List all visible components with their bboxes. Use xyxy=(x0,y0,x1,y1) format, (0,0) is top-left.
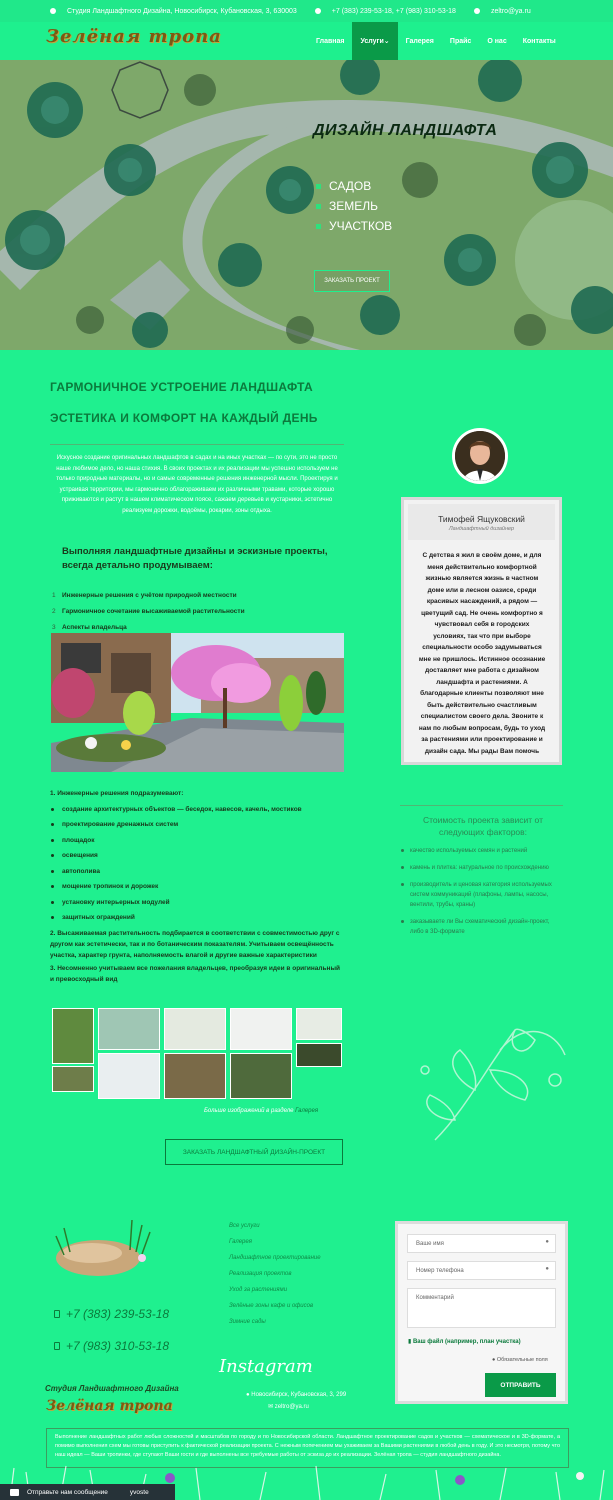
main-nav xyxy=(308,22,564,60)
designer-card xyxy=(401,497,562,765)
designer-name: Тимофей Ящуковский xyxy=(438,514,525,524)
footer-link[interactable]: Галерея xyxy=(229,1239,252,1245)
gallery-link[interactable]: Галерея xyxy=(295,1108,319,1114)
list-item: защитных ограждений xyxy=(50,910,345,926)
list-item: автополива xyxy=(50,864,345,880)
seo-text: Выполнение ландшафтных работ любых сложностей и масштабов по городу и по Новосибирской области. Ландшафтное проектирование садов и участков — схематическое и в 3D-формате, а помимо выполнения схем мы готовы приступить к фактической реализации проекта. С нежным попечением мы ухаживаем за Вашими растениями в любой день в году. И это несмотря, потому что наш идеал — Ваши тропинки, где ступают Ваши гости и где выполнены все требуемые работы от эскиза до их реализации. Зелёная тропа — студия ландшафтного дизайна. xyxy=(46,1428,569,1468)
file-upload[interactable]: ▮ Ваш файл (например, план участка) xyxy=(408,1339,521,1345)
list-item: создание архитектурных объектов — беседок, навесов, качель, мостиков xyxy=(50,802,345,818)
intro-text: Искусное создание оригинальных ландшафтов в садах и на иных участках — по сути, это не просто наше любимое дело, но наша стихия. В своих проектах и их реализации мы успешно используем не только природные материалы, но и самые современные решения инженерной мысли. Проектируя и устраивая территории, мы гармонично облагораживаем их различными травами, которые хорошо приживаются и растут в нашем климатическом поясе, сажаем деревьев и кустарники, эстетично реализуем дорожки, водоёмы, рокарии, зоны отдыха. xyxy=(56,455,338,514)
footer-logo[interactable]: Зелёная тропа xyxy=(46,1398,173,1414)
list-item: качество используемых семян и растений xyxy=(400,846,564,856)
order-design-button[interactable]: ЗАКАЗАТЬ ЛАНДШАФТНЫЙ ДИЗАЙН-ПРОЕКТ xyxy=(165,1139,343,1165)
nav-price[interactable]: Прайс xyxy=(449,37,472,45)
footer-address: ● Новосибирск, Кубановская, 3, 299 xyxy=(246,1392,347,1398)
nav-contacts[interactable]: Контакты xyxy=(522,37,556,45)
required-icon: ● xyxy=(492,1357,497,1363)
hero-list xyxy=(316,176,392,236)
nav-services[interactable]: Услуги ⌄ xyxy=(352,22,397,60)
engineering-title: 1. Инженерные решения подразумевают: xyxy=(50,790,184,797)
footer-link[interactable]: Уход за растениями xyxy=(229,1287,288,1293)
designer-role: Ландшафтный дизайнер xyxy=(448,526,515,532)
designer-quote: С детства я жил в своём доме, и для меня действительно комфортной жизнью является жизнь в частном доме или в лесном оазисе, среди красивых насаждений, а рядом — цветущий сад. Не очень комфортно я чувствовал себя в городских условиях, так что при выборе специальности особо задумываться мне не пришлось. Истинное осознание доставляет мне работа с дизайном ландшафта и растениями. А благодарные клиенты позволяют мне быть действительно счастливым специалистом своего дела. Звоните к нам по любым вопросам, будь то уход за растениями или проектирование и дизайн сада. Мы рады Вам помочь xyxy=(418,552,546,755)
leaf-decoration xyxy=(405,1010,580,1150)
list-item: установку интерьерных модулей xyxy=(50,895,345,911)
list-item: 2 Гармоничное сочетание высаживаемой растительности xyxy=(52,608,245,615)
location-icon xyxy=(50,8,56,14)
gallery-thumb[interactable] xyxy=(164,1053,226,1099)
footer-link[interactable]: Все услуги xyxy=(229,1223,260,1229)
garden-photo xyxy=(51,633,344,772)
footer-contacts xyxy=(246,1389,346,1413)
gallery-thumb[interactable] xyxy=(98,1053,160,1099)
gallery-thumb[interactable] xyxy=(230,1053,292,1099)
gallery-thumbnails xyxy=(52,1008,344,1104)
list-item: заказываете ли Вы схематический дизайн-проект, либо в 3D-формате xyxy=(400,917,564,937)
bullet-icon xyxy=(316,184,321,189)
contact-form xyxy=(395,1221,568,1404)
name-field[interactable]: Ваше имя ● xyxy=(407,1234,556,1253)
ordered-list xyxy=(52,588,245,636)
list-item: мощение тропинок и дорожек xyxy=(50,879,345,895)
gallery-thumb[interactable] xyxy=(296,1008,342,1040)
owners-paragraph: 3. Несомненно учитываем все пожелания владельцев, преобразуя идеи в оригинальный и превосходный вид xyxy=(50,964,341,983)
more-images-note: Больше изображений в разделе Галерея xyxy=(204,1108,319,1114)
topbar-email[interactable]: zeltro@ya.ru xyxy=(490,7,531,15)
footer-link[interactable]: Реализация проектов xyxy=(229,1271,292,1277)
phone-field[interactable]: Номер телефона ● xyxy=(407,1261,556,1280)
required-icon: ● xyxy=(545,1239,549,1245)
footer-studio-name: Студия Ландшафтного Дизайна xyxy=(45,1384,179,1393)
stone-decoration xyxy=(50,1210,160,1280)
mail-icon: ✉ xyxy=(268,1404,275,1410)
landscape-plan-illustration xyxy=(0,60,613,350)
nav-about[interactable]: О нас xyxy=(487,37,507,45)
divider xyxy=(400,805,563,806)
chevron-down-icon: ⌄ xyxy=(383,38,390,45)
nav-gallery[interactable]: Галерея xyxy=(405,37,434,45)
footer-phone-1[interactable]: +7 (383) 239-53-18 xyxy=(54,1307,169,1321)
chat-widget[interactable] xyxy=(0,1484,175,1500)
hero-order-button[interactable]: ЗАКАЗАТЬ ПРОЕКТ xyxy=(314,270,390,292)
required-note: ● Обязательные поля xyxy=(492,1357,548,1363)
list-item: камень и плитка: натуральное по происхождению xyxy=(400,863,564,873)
mail-icon xyxy=(474,8,480,14)
footer-email[interactable]: ✉ zeltro@ya.ru xyxy=(268,1404,309,1410)
gallery-thumb[interactable] xyxy=(52,1008,94,1064)
subheading: Выполняя ландшафтные дизайны и эскизные проекты, всегда детально продумываем: xyxy=(62,546,328,571)
footer-phone-2[interactable]: +7 (983) 310-53-18 xyxy=(54,1339,169,1353)
hero-list-item: УЧАСТКОВ xyxy=(316,216,392,236)
chat-label: Отправьте нам сообщение xyxy=(27,1488,108,1496)
list-item: 3 Аспекты владельца xyxy=(52,624,127,631)
chat-icon xyxy=(10,1489,19,1496)
comment-field[interactable]: Комментарий xyxy=(407,1288,556,1328)
list-item: проектирование дренажных систем xyxy=(50,817,345,833)
list-item: площадок xyxy=(50,833,345,849)
divider xyxy=(50,444,344,445)
topbar-phones[interactable]: +7 (383) 239-53-18, +7 (983) 310-53-18 xyxy=(331,7,456,15)
avatar xyxy=(452,428,508,484)
designer-card-header xyxy=(408,504,555,540)
hero-list-item: САДОВ xyxy=(316,176,392,196)
phone-icon xyxy=(315,8,321,14)
gallery-thumb[interactable] xyxy=(230,1008,292,1050)
footer-link[interactable]: Зимние сады xyxy=(229,1319,266,1325)
engineering-list xyxy=(50,786,345,985)
bullet-icon xyxy=(316,204,321,209)
section-heading-1: ГАРМОНИЧНОЕ УСТРОЕНИЕ ЛАНДШАФТА xyxy=(50,380,313,394)
chat-brand: yvoste xyxy=(129,1488,149,1496)
gallery-thumb[interactable] xyxy=(164,1008,226,1050)
required-icon: ● xyxy=(545,1266,549,1272)
hero-list-item: ЗЕМЕЛЬ xyxy=(316,196,392,216)
bullet-icon xyxy=(316,224,321,229)
site-logo[interactable]: Зелёная тропа xyxy=(46,26,222,47)
factors-title: Стоимость проекта зависит от следующих факторов: xyxy=(423,815,543,837)
phone-icon xyxy=(54,1342,60,1350)
topbar-address: Студия Ландшафтного Дизайна, Новосибирск, Кубановская, 3, 630003 xyxy=(67,7,297,15)
instagram-link[interactable]: Instagram xyxy=(219,1356,313,1377)
submit-button[interactable]: ОТПРАВИТЬ xyxy=(485,1373,556,1397)
footer-link[interactable]: Ландшафтное проектирование xyxy=(229,1255,321,1261)
hero-title: ДИЗАЙН ЛАНДШАФТА xyxy=(313,122,498,139)
top-contact-bar xyxy=(0,0,613,22)
list-item: освещения xyxy=(50,848,345,864)
factors-list xyxy=(400,846,564,944)
location-icon: ● xyxy=(246,1392,252,1398)
gallery-thumb[interactable] xyxy=(52,1066,94,1092)
nav-home[interactable]: Главная xyxy=(316,37,345,45)
footer-links xyxy=(229,1218,321,1330)
gallery-thumb[interactable] xyxy=(296,1043,342,1067)
footer-link[interactable]: Зелёные зоны кафе и офисов xyxy=(229,1303,314,1309)
hero-banner xyxy=(0,60,613,350)
list-item: производитель и ценовая категория используемых систем коммуникаций (плафоны, лампы, насосы, вентили, трубы, краны) xyxy=(400,880,564,910)
section-heading-2: ЭСТЕТИКА И КОМФОРТ НА КАЖДЫЙ ДЕНЬ xyxy=(50,411,318,425)
list-item: 1 Инженерные решения с учётом природной местности xyxy=(52,592,237,599)
plants-paragraph: 2. Высаживаемая растительность подбирается в соответствии с совместимостью друг с другом как эстетически, так и по ботаническим показателям. Учитываем освещённость участка, характер грунта, наполняемость влагой и другие важные характеристики xyxy=(50,929,340,959)
phone-icon xyxy=(54,1310,60,1318)
file-icon: ▮ xyxy=(408,1339,413,1345)
gallery-thumb[interactable] xyxy=(98,1008,160,1050)
